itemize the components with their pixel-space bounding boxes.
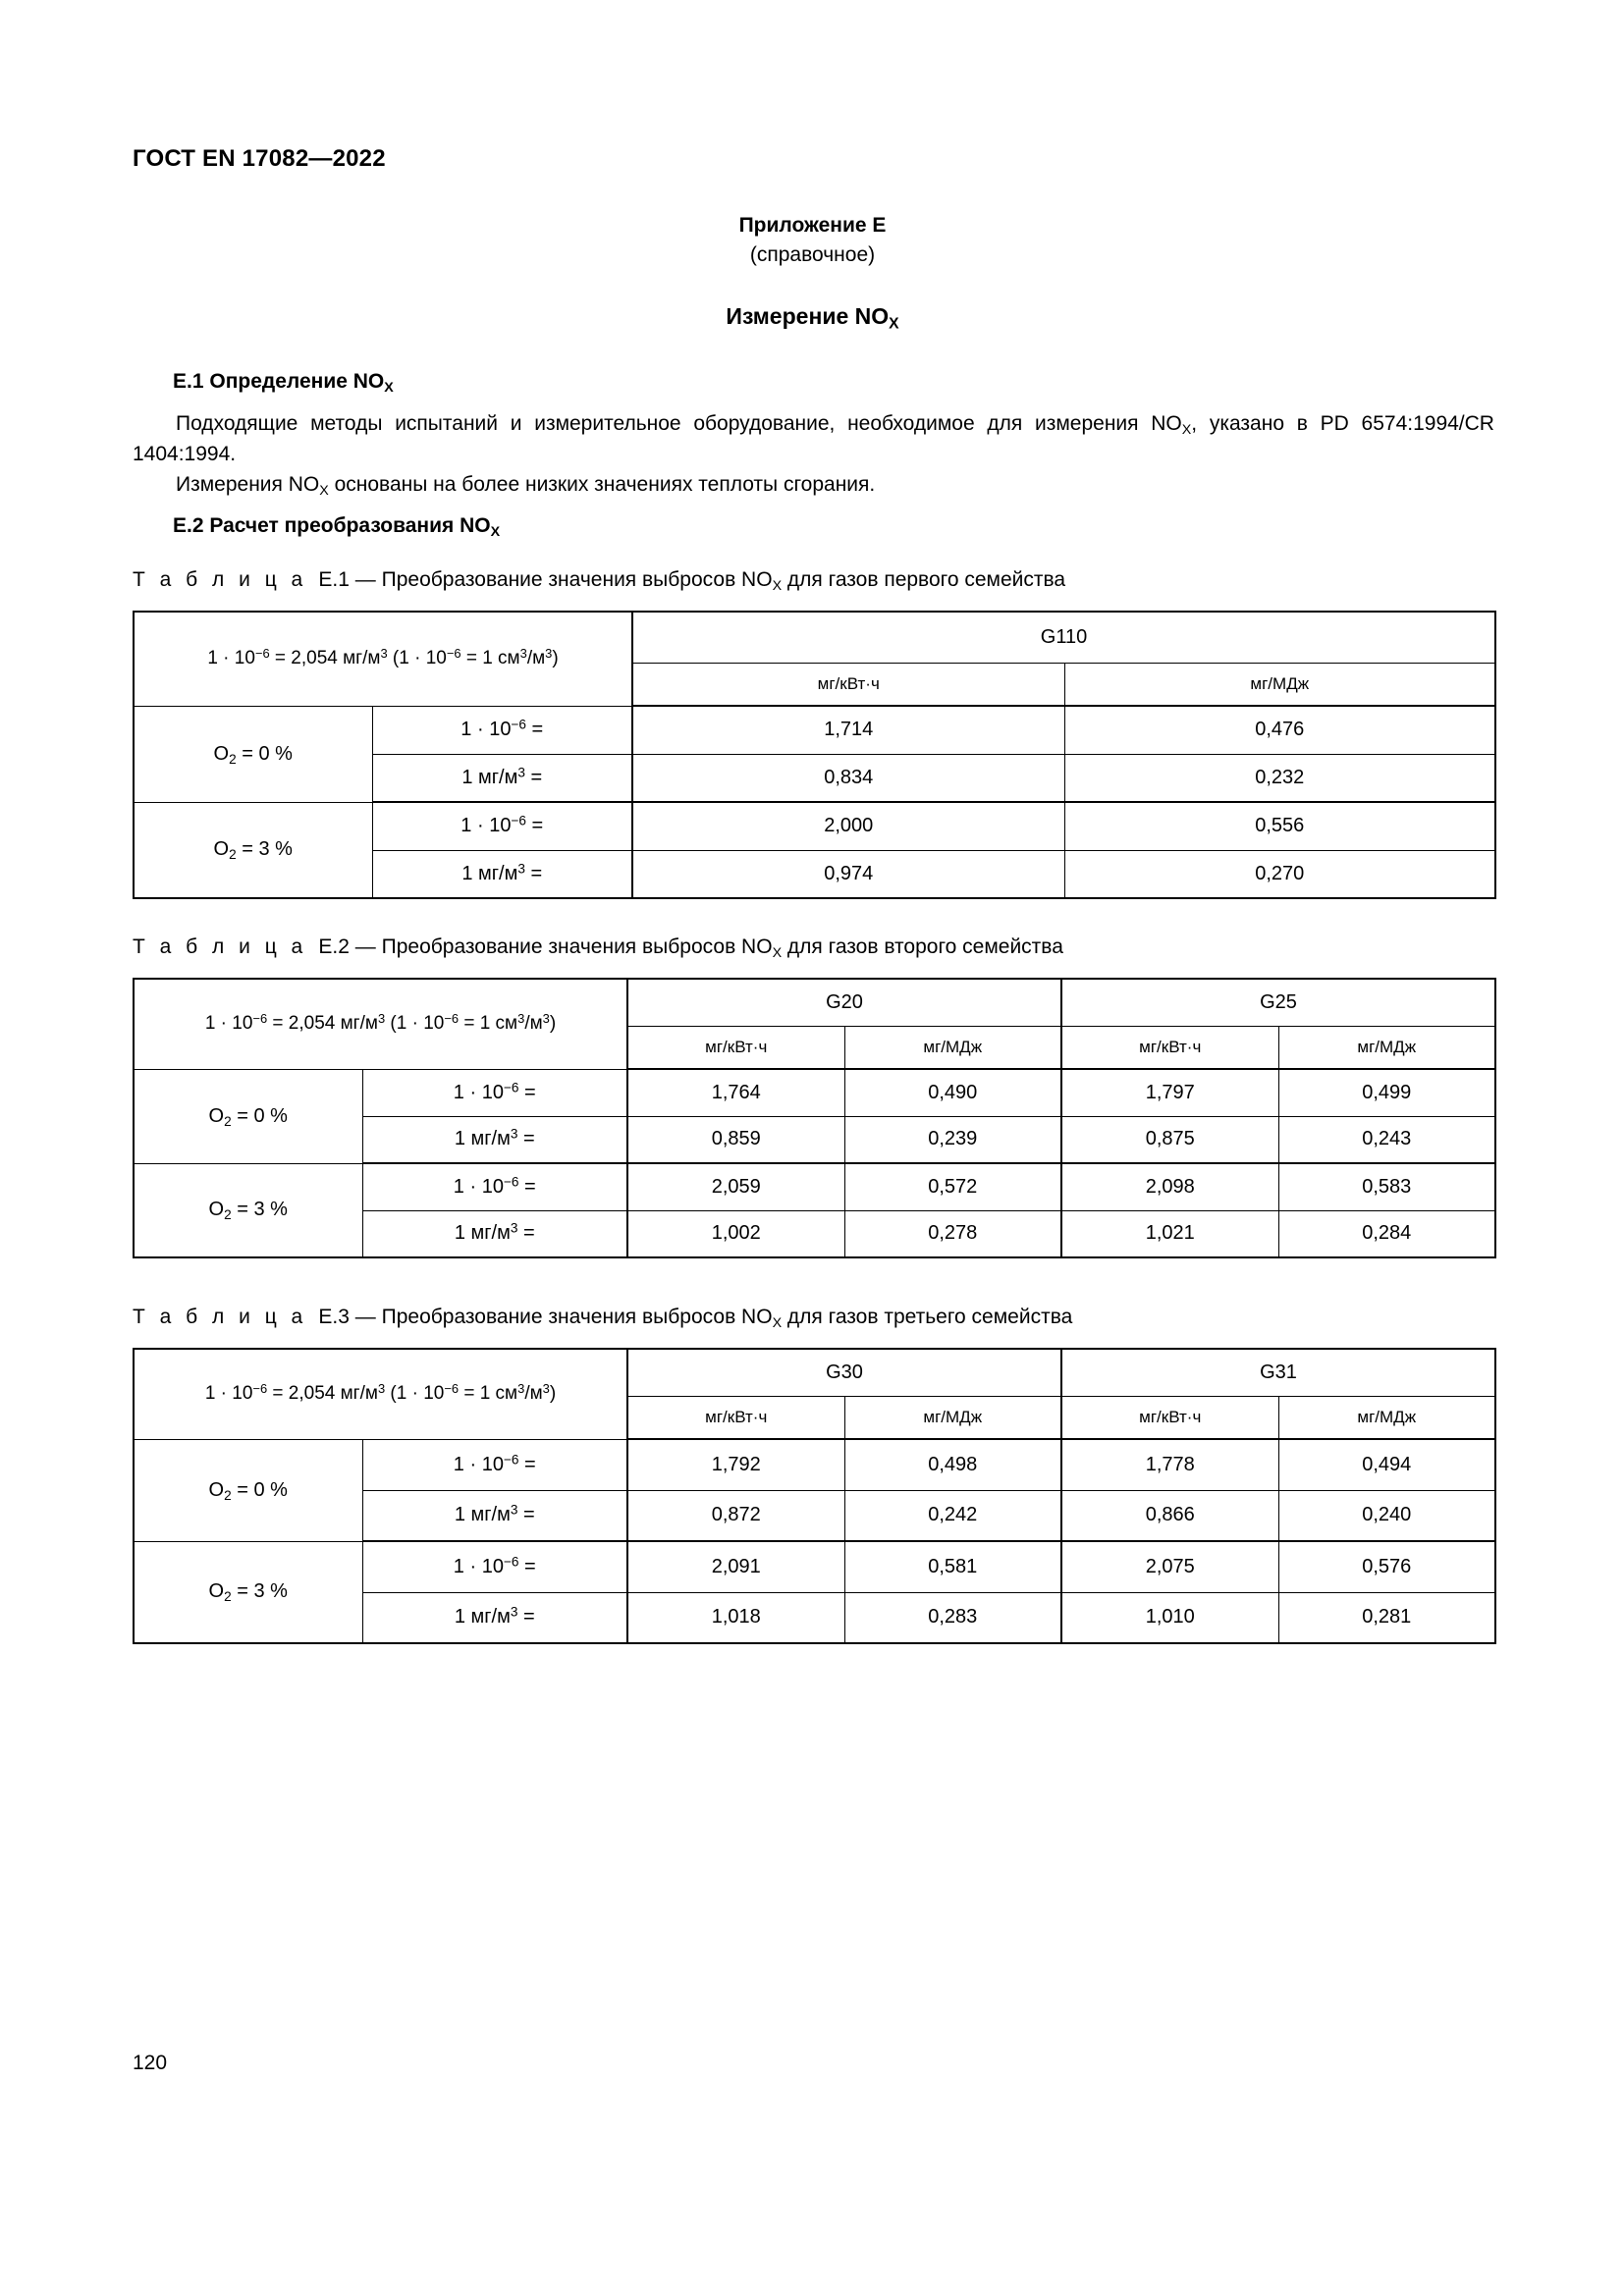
table-cell: 0,243 bbox=[1278, 1116, 1495, 1163]
running-head: ГОСТ EN 17082—2022 bbox=[133, 145, 386, 172]
section-heading-e2 bbox=[173, 514, 500, 538]
table-row bbox=[134, 706, 1495, 754]
section-heading-e2-text: E.2 Расчет преобразования NO bbox=[173, 514, 491, 537]
o2-label-suffix: = 3 % bbox=[231, 1580, 288, 1603]
o2-label-subscript: 2 bbox=[224, 1589, 232, 1605]
table-row bbox=[134, 1541, 1495, 1592]
table-e3-basis-ppm-1 bbox=[362, 1439, 627, 1490]
table-caption-e3-tail: для газов третьего семейства bbox=[782, 1306, 1073, 1328]
table-e3-group-o2-0 bbox=[134, 1439, 362, 1541]
table-e3-unit-mj-g30: мг/МДж bbox=[844, 1396, 1061, 1439]
table-cell: 0,556 bbox=[1064, 802, 1495, 850]
table-cell: 0,494 bbox=[1278, 1439, 1495, 1490]
paragraph-e1-2-part1: Измерения NO bbox=[176, 473, 320, 496]
paragraph-e1-1 bbox=[133, 408, 1494, 469]
annex-heading-block bbox=[133, 211, 1492, 333]
basis-ppm-a: 1 · 10 bbox=[453, 1555, 504, 1577]
basis-mgm3-a: 1 мг/м bbox=[454, 1504, 511, 1526]
annex-title-subscript: X bbox=[889, 315, 899, 333]
corner-f: ) bbox=[552, 648, 559, 669]
table-e2-gas-g25: G25 bbox=[1061, 979, 1495, 1026]
table-e2-group-o2-3 bbox=[134, 1163, 362, 1257]
table-cell: 1,714 bbox=[632, 706, 1064, 754]
table-cell: 0,866 bbox=[1061, 1490, 1278, 1541]
table-cell: 0,278 bbox=[844, 1210, 1061, 1257]
table-cell: 0,859 bbox=[627, 1116, 844, 1163]
basis-ppm-sup: −6 bbox=[503, 1174, 519, 1190]
table-e1-unit-kwh: мг/кВт·ч bbox=[632, 663, 1064, 706]
table-e2-basis-ppm-2 bbox=[362, 1163, 627, 1210]
corner-e-sup: 3 bbox=[542, 1011, 550, 1027]
annex-title-text: Измерение NO bbox=[726, 303, 890, 329]
table-cell: 1,792 bbox=[627, 1439, 844, 1490]
corner-b: = 2,054 мг/м bbox=[267, 1383, 378, 1405]
table-caption-e2-dash: — bbox=[354, 935, 376, 958]
basis-mgm3-a: 1 мг/м bbox=[454, 1128, 511, 1150]
table-e3-corner-formula bbox=[134, 1349, 627, 1439]
table-cell: 0,499 bbox=[1278, 1069, 1495, 1116]
paragraph-e1-1-subscript: X bbox=[1181, 421, 1192, 438]
table-e2-unit-kwh-g25: мг/кВт·ч bbox=[1061, 1026, 1278, 1069]
o2-label-text: O bbox=[208, 1104, 225, 1127]
basis-ppm-a: 1 · 10 bbox=[453, 1081, 504, 1103]
o2-label-suffix: = 0 % bbox=[231, 1104, 288, 1127]
basis-ppm-sup: −6 bbox=[511, 717, 526, 732]
corner-b-sup: 3 bbox=[377, 1381, 386, 1397]
table-row bbox=[134, 1163, 1495, 1210]
table-e3-gas-g31: G31 bbox=[1061, 1349, 1495, 1396]
paragraph-e1-2-subscript: X bbox=[319, 482, 329, 499]
basis-ppm-b: = bbox=[525, 815, 544, 837]
table-caption-e2-tail: для газов второго семейства bbox=[782, 935, 1063, 958]
table-e2-unit-mj-g25: мг/МДж bbox=[1278, 1026, 1495, 1069]
corner-a-sup: −6 bbox=[254, 646, 270, 662]
table-caption-e3-word: Т а б л и ц а bbox=[133, 1306, 307, 1328]
corner-c-sup: −6 bbox=[444, 1381, 460, 1397]
corner-c: (1 · 10 bbox=[385, 1013, 445, 1035]
table-e3-basis-ppm-2 bbox=[362, 1541, 627, 1592]
paragraph-e1-1-part1: Подходящие методы испытаний и измерительное оборудование, необходимое для измерения NO bbox=[176, 412, 1182, 435]
o2-label-text: O bbox=[213, 838, 230, 861]
table-e1-group-o2-3 bbox=[134, 802, 372, 898]
table-e3-unit-mj-g31: мг/МДж bbox=[1278, 1396, 1495, 1439]
table-caption-e3 bbox=[133, 1306, 1072, 1329]
corner-e-sup: 3 bbox=[545, 646, 553, 662]
table-cell: 0,583 bbox=[1278, 1163, 1495, 1210]
table-row bbox=[134, 1439, 1495, 1490]
corner-c: (1 · 10 bbox=[385, 1383, 445, 1405]
basis-mgm3-a: 1 мг/м bbox=[461, 862, 518, 884]
table-e2-header-row-1 bbox=[134, 979, 1495, 1026]
basis-mgm3-a: 1 мг/м bbox=[454, 1222, 511, 1245]
table-cell: 1,010 bbox=[1061, 1592, 1278, 1643]
annex-title bbox=[133, 303, 1492, 333]
corner-e: /м bbox=[524, 1013, 543, 1035]
basis-mgm3-sup: 3 bbox=[517, 765, 525, 780]
table-cell: 0,576 bbox=[1278, 1541, 1495, 1592]
basis-ppm-sup: −6 bbox=[503, 1079, 519, 1095]
basis-ppm-b: = bbox=[525, 719, 544, 740]
table-caption-e2-number: E.2 bbox=[318, 935, 350, 958]
corner-e: /м bbox=[524, 1383, 543, 1405]
basis-ppm-sup: −6 bbox=[511, 813, 526, 828]
basis-mgm3-b: = bbox=[517, 1504, 535, 1526]
annex-status: (справочное) bbox=[749, 243, 876, 266]
basis-ppm-a: 1 · 10 bbox=[460, 815, 512, 837]
basis-ppm-sup: −6 bbox=[503, 1554, 519, 1570]
section-heading-e2-subscript: X bbox=[490, 523, 501, 540]
table-caption-e3-number: E.3 bbox=[318, 1306, 350, 1328]
o2-label-subscript: 2 bbox=[224, 1207, 232, 1223]
paragraph-e1-2-part2: основаны на более низких значениях теплоты сгорания. bbox=[328, 473, 876, 496]
table-e1-basis-mgm3-1 bbox=[372, 754, 632, 802]
basis-ppm-a: 1 · 10 bbox=[453, 1453, 504, 1475]
o2-label-subscript: 2 bbox=[229, 751, 237, 767]
table-caption-e3-subscript: X bbox=[772, 1314, 783, 1331]
corner-d: = 1 см bbox=[460, 648, 520, 669]
corner-b: = 2,054 мг/м bbox=[267, 1013, 378, 1035]
table-cell: 0,283 bbox=[844, 1592, 1061, 1643]
table-e3-basis-mgm3-2 bbox=[362, 1592, 627, 1643]
corner-a: 1 · 10 bbox=[204, 1013, 253, 1035]
basis-mgm3-b: = bbox=[524, 766, 543, 788]
table-caption-e1 bbox=[133, 568, 1065, 592]
table-e1 bbox=[133, 611, 1496, 899]
corner-f: ) bbox=[549, 1013, 557, 1035]
table-e2-gas-g20: G20 bbox=[627, 979, 1061, 1026]
table-e1-unit-mj: мг/МДж bbox=[1064, 663, 1495, 706]
table-e3 bbox=[133, 1348, 1496, 1644]
table-cell: 0,240 bbox=[1278, 1490, 1495, 1541]
section-heading-e1 bbox=[173, 370, 394, 394]
table-e2-basis-mgm3-2 bbox=[362, 1210, 627, 1257]
table-caption-e2-subscript: X bbox=[772, 944, 783, 961]
table-e2-group-o2-0 bbox=[134, 1069, 362, 1163]
table-e2-unit-mj-g20: мг/МДж bbox=[844, 1026, 1061, 1069]
o2-label-suffix: = 3 % bbox=[231, 1199, 288, 1221]
table-caption-e1-number: E.1 bbox=[318, 568, 350, 591]
table-cell: 0,834 bbox=[632, 754, 1064, 802]
corner-a: 1 · 10 bbox=[204, 1383, 253, 1405]
table-caption-e2 bbox=[133, 935, 1063, 959]
basis-ppm-b: = bbox=[518, 1081, 536, 1103]
corner-d-sup: 3 bbox=[517, 1381, 525, 1397]
table-cell: 0,242 bbox=[844, 1490, 1061, 1541]
o2-label-text: O bbox=[208, 1199, 225, 1221]
table-cell: 1,002 bbox=[627, 1210, 844, 1257]
page-number: 120 bbox=[133, 2052, 168, 2074]
o2-label-text: O bbox=[208, 1478, 225, 1501]
basis-mgm3-a: 1 мг/м bbox=[454, 1606, 511, 1629]
table-cell: 1,797 bbox=[1061, 1069, 1278, 1116]
o2-label-suffix: = 0 % bbox=[231, 1478, 288, 1501]
o2-label-suffix: = 0 % bbox=[236, 742, 293, 765]
table-row bbox=[134, 802, 1495, 850]
corner-e-sup: 3 bbox=[542, 1381, 550, 1397]
corner-c: (1 · 10 bbox=[387, 648, 447, 669]
table-e2 bbox=[133, 978, 1496, 1258]
table-cell: 0,498 bbox=[844, 1439, 1061, 1490]
corner-d: = 1 см bbox=[459, 1013, 518, 1035]
corner-c-sup: −6 bbox=[446, 646, 461, 662]
basis-ppm-b: = bbox=[518, 1555, 536, 1577]
table-cell: 0,572 bbox=[844, 1163, 1061, 1210]
corner-b-sup: 3 bbox=[377, 1011, 386, 1027]
basis-ppm-b: = bbox=[518, 1453, 536, 1475]
basis-mgm3-sup: 3 bbox=[510, 1502, 518, 1518]
table-cell: 0,239 bbox=[844, 1116, 1061, 1163]
table-cell: 1,021 bbox=[1061, 1210, 1278, 1257]
table-caption-e1-word: Т а б л и ц а bbox=[133, 568, 307, 591]
basis-mgm3-b: = bbox=[517, 1606, 535, 1629]
basis-mgm3-b: = bbox=[524, 862, 543, 884]
corner-d: = 1 см bbox=[459, 1383, 518, 1405]
basis-ppm-a: 1 · 10 bbox=[453, 1175, 504, 1198]
section-heading-e1-text: E.1 Определение NO bbox=[173, 370, 385, 393]
table-cell: 0,581 bbox=[844, 1541, 1061, 1592]
table-cell: 0,872 bbox=[627, 1490, 844, 1541]
table-caption-e1-dash: — bbox=[354, 568, 376, 591]
corner-e: /м bbox=[526, 648, 546, 669]
basis-mgm3-b: = bbox=[517, 1128, 535, 1150]
table-cell: 0,270 bbox=[1064, 850, 1495, 898]
table-row bbox=[134, 1069, 1495, 1116]
table-cell: 1,778 bbox=[1061, 1439, 1278, 1490]
basis-mgm3-sup: 3 bbox=[510, 1604, 518, 1620]
o2-label-subscript: 2 bbox=[229, 847, 237, 863]
o2-label-suffix: = 3 % bbox=[236, 838, 293, 861]
table-e1-basis-ppm-1 bbox=[372, 706, 632, 754]
table-cell: 2,098 bbox=[1061, 1163, 1278, 1210]
corner-a-sup: −6 bbox=[252, 1381, 268, 1397]
table-e2-basis-mgm3-1 bbox=[362, 1116, 627, 1163]
table-e1-gas-g110: G110 bbox=[632, 612, 1495, 663]
o2-label-subscript: 2 bbox=[224, 1487, 232, 1503]
paragraph-e1-2 bbox=[133, 469, 1494, 500]
corner-b: = 2,054 мг/м bbox=[269, 648, 381, 669]
table-e2-unit-kwh-g20: мг/кВт·ч bbox=[627, 1026, 844, 1069]
table-e2-basis-ppm-1 bbox=[362, 1069, 627, 1116]
corner-d-sup: 3 bbox=[519, 646, 527, 662]
table-caption-e1-body: Преобразование значения выбросов NO bbox=[381, 568, 773, 591]
basis-mgm3-sup: 3 bbox=[517, 861, 525, 877]
section-heading-e1-subscript: X bbox=[384, 379, 394, 396]
table-cell: 0,974 bbox=[632, 850, 1064, 898]
table-caption-e3-dash: — bbox=[354, 1306, 376, 1328]
table-cell: 2,091 bbox=[627, 1541, 844, 1592]
table-e1-corner-formula bbox=[134, 612, 632, 706]
table-e1-basis-mgm3-2 bbox=[372, 850, 632, 898]
table-cell: 1,764 bbox=[627, 1069, 844, 1116]
table-cell: 2,075 bbox=[1061, 1541, 1278, 1592]
table-caption-e1-tail: для газов первого семейства bbox=[782, 568, 1066, 591]
o2-label-text: O bbox=[213, 742, 230, 765]
basis-ppm-sup: −6 bbox=[503, 1451, 519, 1467]
corner-c-sup: −6 bbox=[444, 1011, 460, 1027]
table-caption-e2-word: Т а б л и ц а bbox=[133, 935, 307, 958]
corner-b-sup: 3 bbox=[380, 646, 388, 662]
basis-mgm3-sup: 3 bbox=[510, 1220, 518, 1236]
annex-label: Приложение Е bbox=[738, 214, 887, 237]
corner-d-sup: 3 bbox=[517, 1011, 525, 1027]
table-e1-header-row-1 bbox=[134, 612, 1495, 663]
table-cell: 0,476 bbox=[1064, 706, 1495, 754]
corner-f: ) bbox=[549, 1383, 557, 1405]
table-e1-group-o2-0 bbox=[134, 706, 372, 802]
table-cell: 0,875 bbox=[1061, 1116, 1278, 1163]
table-e3-unit-kwh-g31: мг/кВт·ч bbox=[1061, 1396, 1278, 1439]
table-cell: 1,018 bbox=[627, 1592, 844, 1643]
corner-a-sup: −6 bbox=[252, 1011, 268, 1027]
table-cell: 0,284 bbox=[1278, 1210, 1495, 1257]
table-e1-basis-ppm-2 bbox=[372, 802, 632, 850]
table-caption-e2-body: Преобразование значения выбросов NO bbox=[381, 935, 773, 958]
table-caption-e1-subscript: X bbox=[772, 577, 783, 594]
o2-label-subscript: 2 bbox=[224, 1113, 232, 1129]
basis-mgm3-b: = bbox=[517, 1222, 535, 1245]
table-e3-basis-mgm3-1 bbox=[362, 1490, 627, 1541]
corner-a: 1 · 10 bbox=[207, 648, 255, 669]
table-e3-gas-g30: G30 bbox=[627, 1349, 1061, 1396]
table-cell: 2,059 bbox=[627, 1163, 844, 1210]
o2-label-text: O bbox=[208, 1580, 225, 1603]
table-cell: 0,232 bbox=[1064, 754, 1495, 802]
basis-ppm-b: = bbox=[518, 1175, 536, 1198]
table-cell: 2,000 bbox=[632, 802, 1064, 850]
table-caption-e3-body: Преобразование значения выбросов NO bbox=[381, 1306, 773, 1328]
paragraph-e1-1-part2: , указано в PD 6574:1994/CR 1404:1994. bbox=[133, 412, 1494, 465]
table-e3-header-row-1 bbox=[134, 1349, 1495, 1396]
basis-ppm-a: 1 · 10 bbox=[460, 719, 512, 740]
table-e3-unit-kwh-g30: мг/кВт·ч bbox=[627, 1396, 844, 1439]
table-e3-group-o2-3 bbox=[134, 1541, 362, 1643]
basis-mgm3-a: 1 мг/м bbox=[461, 766, 518, 788]
basis-mgm3-sup: 3 bbox=[510, 1126, 518, 1142]
table-cell: 0,490 bbox=[844, 1069, 1061, 1116]
table-cell: 0,281 bbox=[1278, 1592, 1495, 1643]
table-e2-corner-formula bbox=[134, 979, 627, 1069]
